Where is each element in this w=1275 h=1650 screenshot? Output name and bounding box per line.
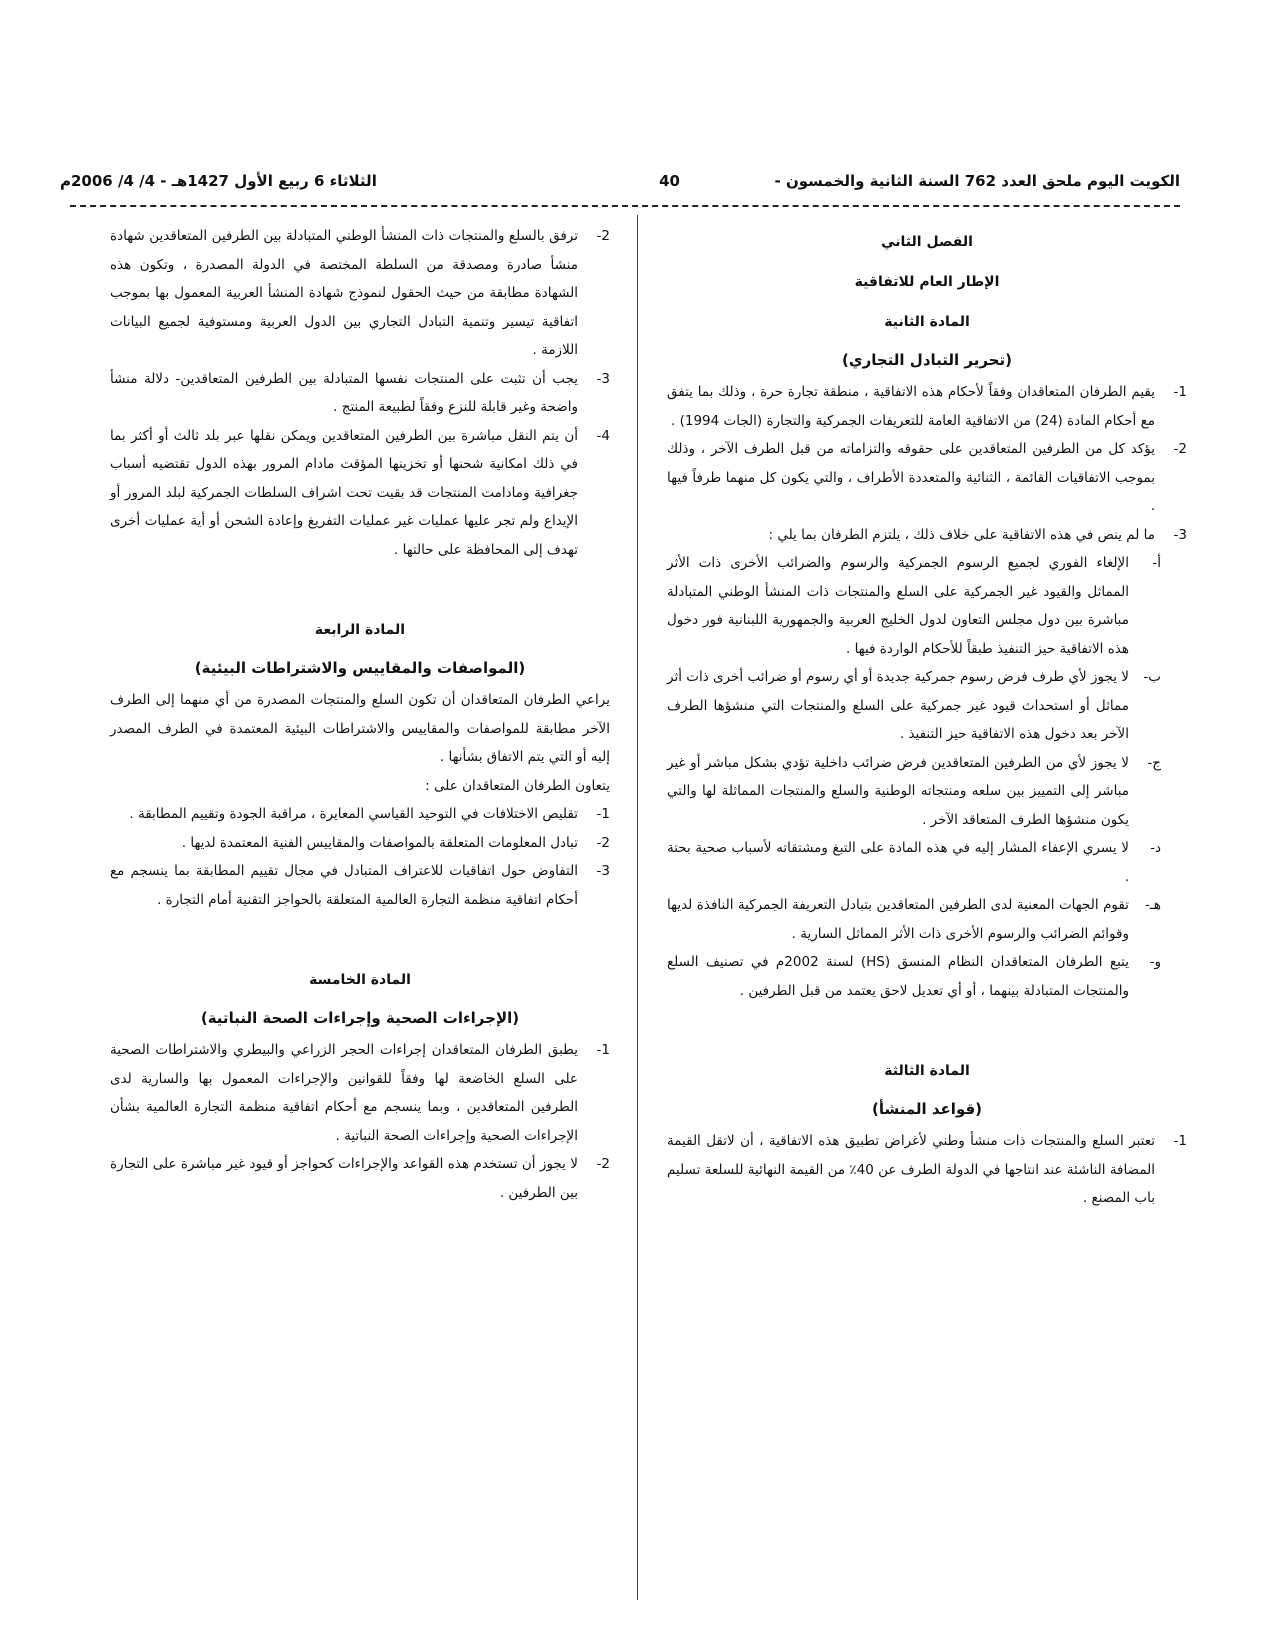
chapter-title: الفصل الثاني — [881, 234, 973, 250]
article-5-title: المادة الخامسة — [309, 972, 411, 988]
subitem-text: لا يجوز لأي من الطرفين المتعاقدين فرض ضرائب داخلية تؤدي بشكل مباشر أو غير مباشر إلى التمييز بين سلعه ومنتجاته الوطنية والسلع والمنتجات المماثلة لها والتي يكون منشؤها الطرف المتعاقد الآخر . — [667, 754, 1129, 828]
subitem-letter: و- — [1149, 954, 1161, 970]
article-5-item — [110, 1150, 610, 1207]
article-2-subitem — [667, 749, 1187, 835]
subitem-letter: ج- — [1147, 754, 1161, 771]
item-text: يقيم الطرفان المتعاقدان وفقاً لأحكام هذه الاتفاقية ، منطقة تجارة حرة ، وذلك بما يتفق مع أحكام المادة (24) من الاتفاقية العامة للتعريفات الجمركية والتجارة (الجات 1994) . — [667, 384, 1155, 429]
item-number: 2- — [1173, 441, 1187, 457]
item-number: 3- — [596, 863, 610, 879]
subitem-text: لا يسري الإعفاء المشار إليه في هذه المادة على التبغ ومشتقاته لأسباب صحية بحتة . — [667, 840, 1129, 885]
item-number: 4- — [596, 427, 610, 444]
item-text: ما لم ينص في هذه الاتفاقية على خلاف ذلك ، يلتزم الطرفان بما يلي : — [768, 526, 1155, 543]
item-number: 2- — [596, 1156, 610, 1172]
article-5-subtitle: (الإجراءات الصحية وإجراءات الصحة النباتية) — [200, 1009, 520, 1027]
publication-info: الكويت اليوم ملحق العدد 762 السنة الثانية والخمسون - — [774, 172, 1180, 190]
article-3-subtitle: (قواعد المنشأ) — [871, 1100, 983, 1118]
article-2-subitem — [667, 948, 1187, 1005]
page-number: 40 — [659, 172, 680, 190]
item-text: لا يجوز أن تستخدم هذه القواعد والإجراءات كحواجز أو قيود غير مباشرة على التجارة بين الطرفين . — [110, 1156, 578, 1201]
spacer — [667, 1005, 1187, 1051]
item-number: 1- — [1173, 1133, 1187, 1149]
subitem-text: لا يجوز لأي طرف فرض رسوم جمركية جديدة أو أي رسوم أو ضرائب أخرى ذات أثر مماثل أو استحداث قيود غير جمركية على السلع والمنتجات التي منشؤها الطرف الآخر بعد دخول هذه الاتفاقية حيز التنفيذ . — [667, 669, 1129, 742]
item-text: أن يتم النقل مباشرة بين الطرفين المتعاقدين ويمكن نقلها عبر بلد ثالث أو أكثر بما في ذلك امكانية شحنها أو تخزينها المؤقت مادام المرور بهذه الدول تقتضيه أسباب جغرافية ومادامت المنتجات قد بقيت تحت اشراف السلطات الجمركية لبلد المرور أو الإيداع ولم تجر عليها عمليات غير عمليات التفريغ وإعادة الشحن أو أية عمليات أخرى تهدف إلى المحافظة على حالتها . — [110, 427, 578, 558]
article-3-item — [110, 222, 610, 365]
article-4-subtitle: (المواصفات والمقاييس والاشتراطات البيئية) — [194, 659, 526, 677]
article-2-subtitle: (تحرير التبادل التجاري) — [842, 351, 1012, 369]
article-2-item — [667, 435, 1187, 521]
article-4-intro: يراعي الطرفان المتعاقدان أن تكون السلع والمنتجات المصدرة من أي منهما إلى الطرف الآخر مطابقة للمواصفات والمقاييس والاشتراطات البيئية المعتمدة في الطرف المصدر إليه أو التي يتم الاتفاق بشأنها . — [110, 692, 610, 765]
item-number: 2- — [596, 228, 610, 244]
article-4-title: المادة الرابعة — [314, 622, 406, 638]
item-number: 1- — [1173, 384, 1187, 400]
subitem-text: الإلغاء الفوري لجميع الرسوم الجمركية والرسوم والضرائب الأخرى ذات الأثر المماثل والقيود غير الجمركية على السلع والمنتجات ذات المنشأ الوطني المتبادلة مباشرة بين دول مجلس التعاون لدول الخليج العربية والجمهورية اللبنانية فور دخول هذه الاتفاقية حيز التنفيذ طبقاً للأحكام الواردة فيها . — [667, 555, 1129, 657]
subitem-letter: د- — [1150, 840, 1161, 856]
item-text: يؤكد كل من الطرفين المتعاقدين على حقوقه والتزاماته من قبل الطرف الآخر ، وذلك بموجب الاتفاقيات القائمة ، الثنائية والمتعددة الأطراف ، والتي يكون كل منهما طرفاً فيها . — [667, 441, 1155, 514]
article-2-subitem — [667, 834, 1187, 891]
article-3-item — [667, 1127, 1187, 1213]
subitem-text: يتبع الطرفان المتعاقدان النظام المنسق (HS) لسنة 2002م في تصنيف السلع والمنتجات المتبادلة بينهما ، أو أي تعديل لاحق يعتمد من قبل الطرفين . — [667, 954, 1129, 999]
left-column — [110, 222, 610, 1207]
article-2-subitem — [667, 549, 1187, 663]
item-text: يطبق الطرفان المتعاقدان إجراءات الحجر الزراعي والبيطري والاشتراطات الصحية على السلع الخاضعة لها وفقاً للقوانين والإجراءات المعمول بها والسارية لدى الطرفين المتعاقدين ، وبما ينسجم مع أحكام اتفاقية منظمة التجارة العالمية بشأن الإجراءات الصحية وإجراءات الصحة النباتية . — [110, 1042, 578, 1144]
column-divider — [637, 215, 638, 1600]
article-3-title: المادة الثالثة — [884, 1063, 970, 1079]
item-number: 2- — [596, 834, 610, 851]
item-text: تقليص الاختلافات في التوحيد القياسي المعايرة ، مراقبة الجودة وتقييم المطابقة . — [129, 806, 578, 822]
subitem-text: تقوم الجهات المعنية لدى الطرفين المتعاقدين بتبادل التعريفة الجمركية النافذة لديها وقوائم الضرائب والرسوم الأخرى ذات الأثر المماثل السارية . — [667, 897, 1129, 942]
header-rule — [70, 205, 1180, 207]
article-5-item — [110, 1036, 610, 1150]
item-text: تعتبر السلع والمنتجات ذات منشأ وطني لأغراض تطبيق هذه الاتفاقية ، أن لاتقل القيمة المضافة الناشئة عند انتاجها في الدولة الطرف عن 40٪ من القيمة النهائية للسلعة تسليم باب المصنع . — [667, 1133, 1155, 1206]
article-2-item — [667, 378, 1187, 435]
item-number: 3- — [596, 370, 610, 387]
article-2-item — [667, 521, 1187, 550]
issue-date: الثلاثاء 6 ربيع الأول 1427هـ - 4/ 4/ 2006م — [60, 172, 377, 190]
item-text: ترفق بالسلع والمنتجات ذات المنشأ الوطني المتبادلة بين الطرفين المتعاقدين شهادة منشأ صادرة ومصدقة من السلطة المختصة في الدولة المصدرة ، وتكون هذه الشهادة مطابقة من حيث الحقول لنموذج شهادة المنشأ العربية المعمول بها بموجب اتفاقية تيسير وتنمية التبادل التجاري بين الدول العربية ومستوفية لجميع البيانات اللازمة . — [110, 228, 578, 358]
right-column — [667, 222, 1187, 1213]
item-text: التفاوض حول اتفاقيات للاعتراف المتبادل في مجال تقييم المطابقة بما ينسجم مع أحكام اتفاقية منظمة التجارة العالمية المتعلقة بالحواجز التقنية أمام التجارة . — [110, 863, 578, 908]
subitem-letter: ب- — [1143, 669, 1161, 685]
article-2-subitem — [667, 663, 1187, 749]
article-4-item — [110, 800, 610, 829]
item-text: تبادل المعلومات المتعلقة بالمواصفات والمقاييس الفنية المعتمدة لديها . — [181, 834, 578, 851]
spacer — [110, 564, 610, 610]
article-2-subitem — [667, 891, 1187, 948]
article-3-item — [110, 422, 610, 565]
article-3-item — [110, 365, 610, 422]
article-4-item — [110, 857, 610, 914]
item-number: 1- — [596, 806, 610, 822]
page-header — [60, 168, 1180, 198]
subitem-letter: هـ- — [1145, 897, 1161, 913]
item-text: يجب أن تثبت على المنتجات نفسها المتبادلة بين الطرفين المتعاقدين- دلالة منشأ واضحة وغير قابلة للنزع وفقاً لطبيعة المنتج . — [110, 370, 578, 415]
chapter-subtitle: الإطار العام للاتفاقية — [854, 274, 1000, 290]
item-number: 1- — [596, 1042, 610, 1058]
article-4-item — [110, 829, 610, 858]
spacer — [110, 914, 610, 960]
article-4-lead: يتعاون الطرفان المتعاقدان على : — [425, 777, 610, 794]
subitem-letter: أ- — [1152, 555, 1161, 571]
article-2-title: المادة الثانية — [884, 314, 970, 330]
item-number: 3- — [1173, 526, 1187, 543]
